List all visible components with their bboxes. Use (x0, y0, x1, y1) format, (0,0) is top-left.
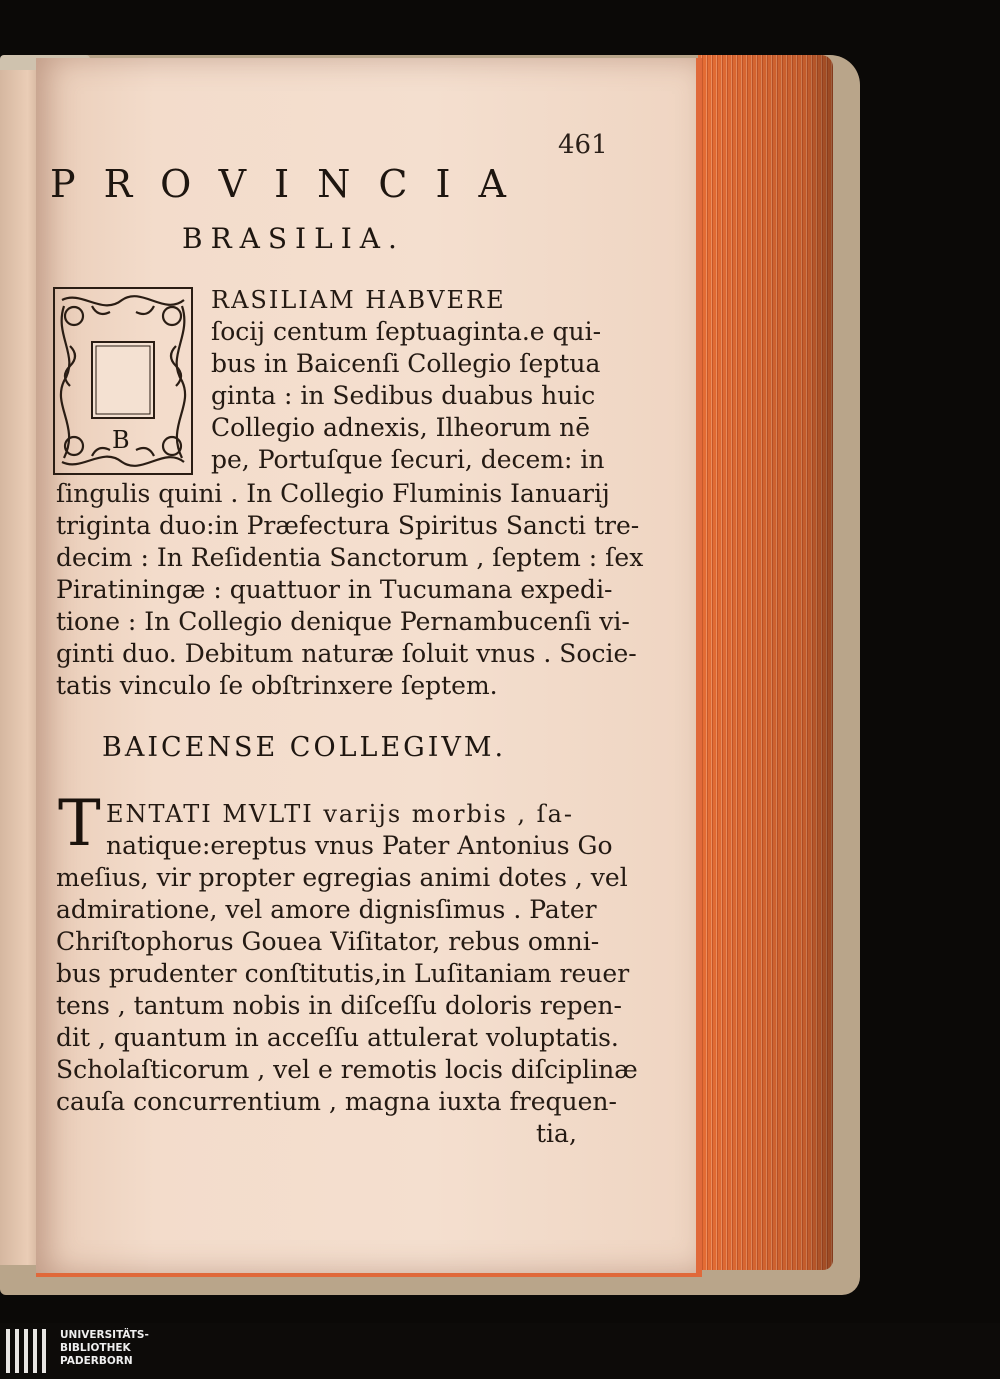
paragraph2-line: natique:ereptus vnus Pater Antonius Go (106, 831, 613, 860)
library-name-line: PADERBORN (60, 1355, 133, 1367)
paragraph2-line: cauſa concurrentium , magna iuxta frequen- (56, 1087, 617, 1116)
library-footer (0, 1323, 1000, 1379)
library-name-line: BIBLIOTHEK (60, 1342, 131, 1354)
paragraph2-line: ENTATI MVLTI varijs morbis , ſa- (106, 800, 574, 828)
book-page (36, 58, 702, 1277)
page-number: 461 (558, 130, 608, 160)
paragraph1-line: ginti duo. Debitum naturæ ſoluit vnus . Socie- (56, 639, 637, 668)
paragraph2-line: Chriſtophorus Gouea Viſitator, rebus omni- (56, 927, 600, 956)
page-subtitle: BRASILIA. (182, 222, 405, 255)
paragraph1-line: triginta duo:in Præfectura Spiritus Sancti tre- (56, 511, 640, 540)
paragraph2-line: Scholaſticorum , vel e remotis locis diſciplinæ (56, 1055, 638, 1084)
paragraph1-line: ſocij centum ſeptuaginta.e qui- (211, 317, 602, 346)
catchword: tia, (536, 1119, 577, 1148)
paragraph1-line: ginta : in Sedibus duabus huic (211, 381, 596, 410)
ornamental-initial (52, 286, 194, 476)
paragraph2-line: meſius, vir propter egregias animi dotes , vel (56, 863, 628, 892)
paragraph1-line: ſingulis quini . In Collegio Fluminis Ianuarij (56, 479, 610, 508)
library-logo-icon (6, 1329, 50, 1373)
paragraph1-line: tatis vinculo ſe obſtrinxere ſeptem. (56, 671, 498, 700)
drop-cap-letter: B (112, 426, 130, 454)
page-title: PROVINCIA (50, 162, 534, 206)
section-heading: BAICENSE COLLEGIVM. (102, 732, 507, 763)
section-initial-letter: T (58, 787, 101, 861)
paragraph1-line: Piratiningæ : quattuor in Tucumana expedi- (56, 575, 613, 604)
paragraph1-line: RASILIAM HABVERE (211, 286, 506, 314)
paragraph1-line: tione : In Collegio denique Pernambucenſi vi- (56, 607, 630, 636)
paragraph2-line: bus prudenter conſtitutis,in Luſitaniam reuer (56, 959, 630, 988)
paragraph2-line: admiratione, vel amore dignisſimus . Pater (56, 895, 597, 924)
paragraph2-line: dit , quantum in acceſſu attulerat voluptatis. (56, 1023, 619, 1052)
library-name-line: UNIVERSITÄTS- (60, 1329, 149, 1341)
paragraph1-line: bus in Baicenſi Collegio ſeptua (211, 349, 601, 378)
paragraph1-line: Collegio adnexis, Ilheorum nē (211, 413, 591, 442)
paragraph1-line: decim : In Reſidentia Sanctorum , ſeptem : ſex (56, 543, 644, 572)
library-name (60, 1329, 149, 1368)
paragraph2-line: tens , tantum nobis in diſceſſu doloris repen- (56, 991, 622, 1020)
paragraph1-line: pe, Portuſque ſecuri, decem: in (211, 445, 605, 474)
